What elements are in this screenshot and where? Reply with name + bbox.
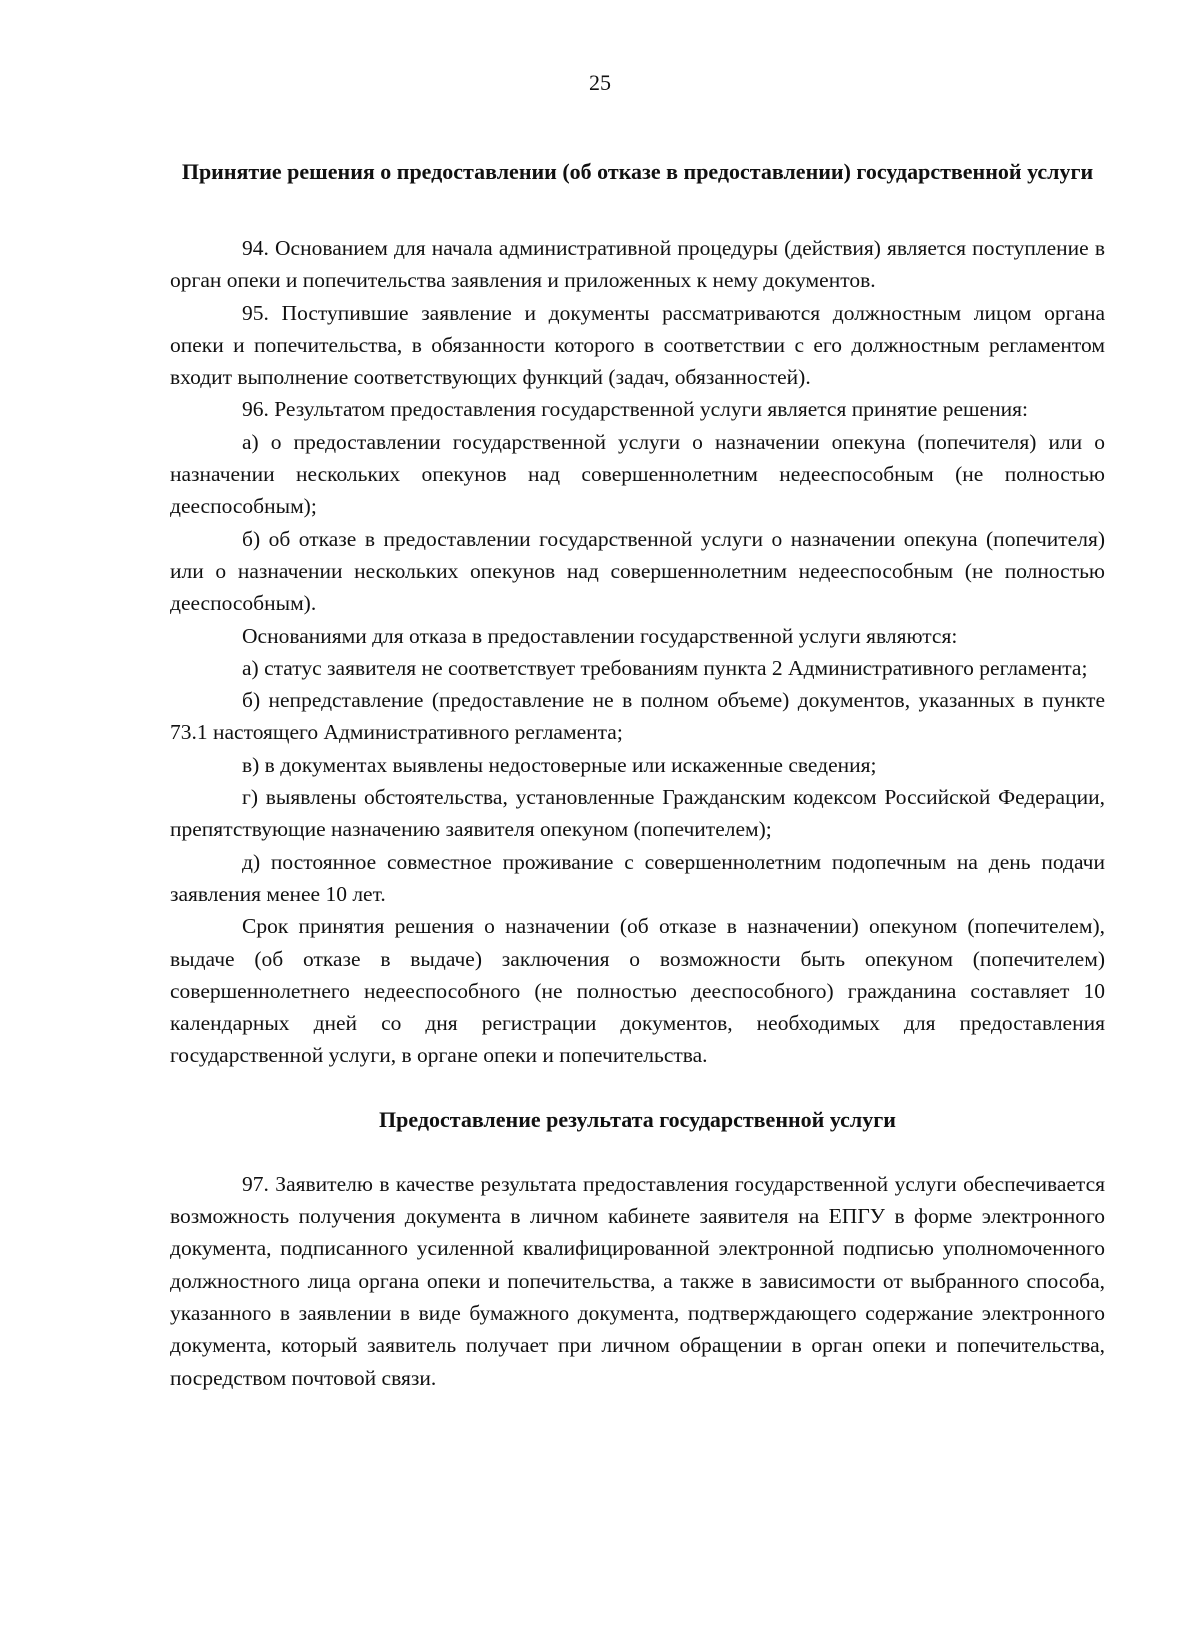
paragraph-refusal-b: б) непредставление (предоставление не в полном объеме) документов, указанных в пункте 73.1 настоящего Административного регламента; [170,688,1105,745]
paragraph-refusal-g: г) выявлены обстоятельства, установленные Гражданским кодексом Российской Федерации, препятствующие назначению заявителя опекуном (попечителем); [170,785,1105,842]
paragraph-97: 97. Заявителю в качестве результата предоставления государственной услуги обеспечивается возможность получения документа в личном кабинете заявителя на ЕПГУ в форме электронного документа, подписанного усиленной квалифицированной электронной подписью уполномоченного должностного лица органа опеки и попечительства, а также в зависимости от выбранного способа, указанного в заявлении в виде бумажного документа, подтверждающего содержание электронного документа, который заявитель получает при личном обращении в орган опеки и попечительства, посредством почтовой связи. [170,1171,1105,1390]
paragraph-refusal-d: д) постоянное совместное проживание с совершеннолетним подопечным на день подачи заявления менее 10 лет. [170,849,1105,906]
paragraph-96: 96. Результатом предоставления государственной услуги является принятие решения: [242,397,1028,422]
paragraph-refusal-a: а) статус заявителя не соответствует требованиям пункта 2 Административного регламента; [242,655,1088,680]
paragraph-94: 94. Основанием для начала административной процедуры (действия) является поступление в орган опеки и попечительства заявления и приложенных к нему документов. [170,236,1105,293]
paragraph-96-b: б) об отказе в предоставлении государственной услуги о назначении опекуна (попечителя) или о назначении нескольких опекунов над совершеннолетним недееспособным (не полностью дееспособным). [170,526,1105,616]
paragraph-96-a: а) о предоставлении государственной услуги о назначении опекуна (попечителя) или о назначении нескольких опекунов над совершеннолетним недееспособным (не полностью дееспособным); [170,429,1105,519]
section-heading-result: Предоставление результата государственной услуги [379,1106,896,1132]
paragraph-decision-term: Срок принятия решения о назначении (об отказе в назначении) опекуном (попечителем), выдаче (об отказе в выдаче) заключения о возможности быть опекуном (попечителем) совершеннолетнего недееспособного (не полностью дееспособного) гражданина составляет 10 календарных дней со дня регистрации документов, необходимых для предоставления государственной услуги, в органе опеки и попечительства. [170,914,1105,1068]
paragraph-refusal-v: в) в документах выявлены недостоверные или искаженные сведения; [242,752,877,777]
paragraph-95: 95. Поступившие заявление и документы рассматриваются должностным лицом органа опеки и попечительства, в обязанности которого в соответствии с его должностным регламентом входит выполнение соответствующих функций (задач, обязанностей). [170,300,1105,390]
page-number: 25 [589,70,611,95]
section-heading-decision: Принятие решения о предоставлении (об отказе в предоставлении) государственной услуги [181,159,1094,184]
paragraph-refusal-grounds: Основаниями для отказа в предоставлении государственной услуги являются: [242,623,958,648]
document-body [170,158,1105,1394]
